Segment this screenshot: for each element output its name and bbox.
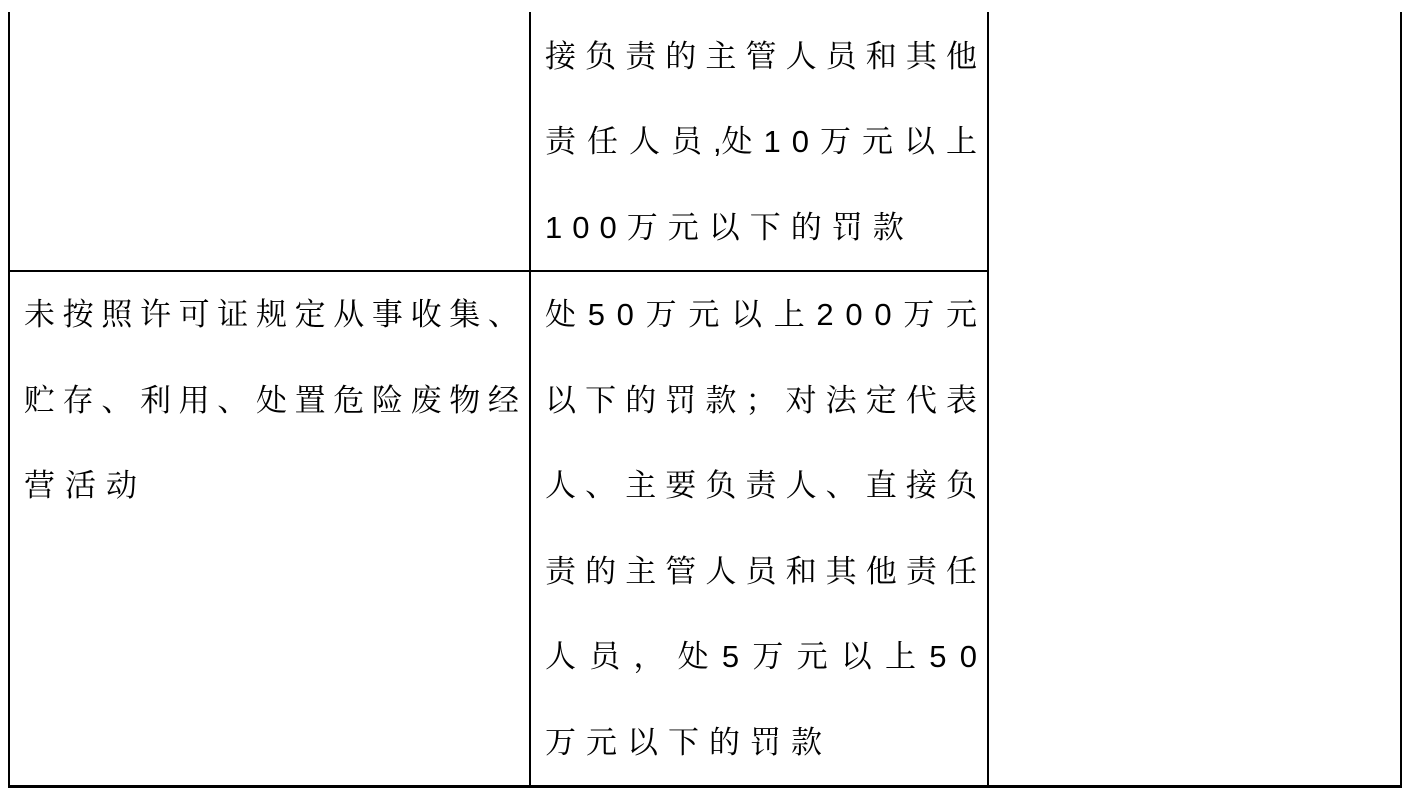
char-token: 责 (545, 124, 576, 159)
char-token: 0 (599, 209, 617, 245)
char-token: 款 (791, 724, 822, 760)
char-token: 万 (545, 724, 576, 760)
char-token: 万 (903, 297, 935, 332)
char-token: 活 (65, 468, 96, 503)
text-line (545, 272, 977, 358)
char-token: 元 (688, 297, 720, 332)
char-token: 危 (333, 382, 365, 418)
char-token: 元 (862, 124, 893, 159)
char-token: ， (633, 639, 665, 674)
char-token: 规 (255, 297, 287, 332)
char-token: 负 (705, 468, 737, 503)
char-token: 处 (545, 297, 576, 332)
char-token: 罚 (831, 209, 863, 245)
char-token: 处 (255, 382, 287, 418)
text-line (545, 185, 977, 271)
char-token: 对 (785, 382, 817, 418)
char-token: 万 (626, 209, 658, 245)
char-token: 款 (705, 382, 737, 418)
char-token: 2 (816, 297, 834, 332)
char-token: 负 (945, 468, 977, 503)
char-token: 代 (905, 382, 937, 418)
char-token: 从 (333, 297, 365, 332)
char-token: 接 (545, 38, 576, 74)
cell-violation-continued-empty (9, 12, 530, 271)
char-token: 元 (796, 639, 828, 674)
char-token: 0 (791, 124, 810, 159)
char-token: 其 (905, 38, 937, 74)
char-token: 0 (845, 297, 863, 332)
char-token: 处 (677, 639, 709, 674)
char-token: 贮 (24, 382, 55, 418)
text-line (545, 700, 977, 786)
char-token: 5 (929, 639, 947, 674)
char-token: 人 (785, 468, 817, 503)
char-token: 0 (572, 209, 590, 245)
char-token: 利 (139, 382, 171, 418)
char-token: 任 (586, 124, 618, 159)
char-token: 款 (872, 209, 904, 245)
char-token: 直 (865, 468, 897, 503)
char-token: 责 (545, 553, 576, 589)
char-token: 责 (905, 553, 937, 589)
char-token: 险 (371, 382, 403, 418)
char-token: 存 (62, 382, 94, 418)
char-token: 、 (825, 468, 857, 503)
text-line (24, 272, 519, 358)
char-token: 任 (945, 553, 977, 589)
char-token: 他 (945, 38, 977, 74)
char-token: 人 (545, 639, 576, 674)
char-token: 用 (178, 382, 210, 418)
char-token: 置 (294, 382, 326, 418)
char-token: 人 (785, 38, 817, 74)
char-token: 责 (745, 468, 777, 503)
char-token: 人 (545, 468, 576, 503)
char-token: 动 (106, 468, 137, 503)
text-line (545, 443, 977, 529)
cell-penalty (530, 271, 988, 787)
char-token: 罚 (750, 724, 781, 760)
char-token: 营 (24, 468, 55, 503)
char-token: 事 (371, 297, 403, 332)
char-token: 照 (101, 297, 133, 332)
table-row-continued (9, 12, 1401, 271)
char-token: 人 (705, 553, 737, 589)
char-token: 许 (139, 297, 171, 332)
char-token: 下 (668, 724, 699, 760)
char-token: 和 (785, 553, 817, 589)
cell-violation (9, 271, 530, 787)
char-token: 主 (625, 468, 657, 503)
char-token: 集 (449, 297, 481, 332)
char-token: 0 (874, 297, 892, 332)
char-token: 和 (865, 38, 897, 74)
char-token: 人 (628, 124, 660, 159)
text-line (545, 614, 977, 700)
char-token: 管 (665, 553, 697, 589)
char-token: 他 (865, 553, 897, 589)
char-token: 的 (625, 382, 657, 418)
char-token: 主 (625, 553, 657, 589)
cell-penalty-continued (530, 12, 988, 271)
char-token: 其 (825, 553, 857, 589)
char-token: 员 (745, 553, 777, 589)
char-token: 主 (705, 38, 737, 74)
char-token: 、 (487, 297, 519, 332)
char-token: 下 (749, 209, 781, 245)
char-token: 、 (585, 468, 617, 503)
char-token: 未 (24, 297, 55, 332)
char-token: 5 (587, 297, 605, 332)
char-token: 负 (585, 38, 617, 74)
char-token: 以 (627, 724, 658, 760)
char-token: 下 (585, 382, 617, 418)
text-line (545, 14, 977, 100)
char-token: 定 (865, 382, 897, 418)
char-token: 经 (487, 382, 519, 418)
char-token: 按 (62, 297, 94, 332)
char-token: 、 (217, 382, 249, 418)
char-token: 的 (665, 38, 697, 74)
char-token: 收 (410, 297, 442, 332)
char-token: 万 (752, 639, 784, 674)
char-token: 以 (545, 382, 576, 418)
text-line (545, 529, 977, 615)
char-token: 0 (616, 297, 634, 332)
char-token: 要 (665, 468, 697, 503)
char-token: 以 (708, 209, 740, 245)
char-token: 以 (731, 297, 763, 332)
char-token: 证 (217, 297, 249, 332)
char-token: 1 (545, 209, 563, 245)
char-token: 员 (670, 124, 702, 159)
char-token: 定 (294, 297, 326, 332)
char-token: 可 (178, 297, 210, 332)
char-token: 管 (745, 38, 777, 74)
char-token: 的 (709, 724, 740, 760)
char-token: 员 (825, 38, 857, 74)
char-token: 责 (625, 38, 657, 74)
char-token: 员 (589, 639, 621, 674)
char-token: 元 (667, 209, 699, 245)
char-token: 上 (773, 297, 805, 332)
char-token: 、 (101, 382, 133, 418)
char-token: 0 (959, 639, 977, 674)
char-token: 接 (905, 468, 937, 503)
char-token: 上 (945, 124, 977, 159)
char-token: 1 (763, 124, 781, 159)
char-token: 万 (820, 124, 852, 159)
text-line (24, 358, 519, 444)
cell-note-empty (988, 12, 1401, 787)
text-line (24, 443, 519, 529)
char-token: 5 (721, 639, 740, 674)
char-token: 表 (945, 382, 977, 418)
char-token: 以 (840, 639, 872, 674)
char-token: 元 (945, 297, 977, 332)
char-token: ； (745, 382, 777, 418)
char-token: 以 (903, 124, 935, 159)
char-token: 废 (410, 382, 442, 418)
char-token: 的 (585, 553, 617, 589)
char-token: 上 (885, 639, 916, 674)
char-token: 元 (586, 724, 617, 760)
char-token: 万 (645, 297, 677, 332)
char-token: ,处 (712, 124, 753, 159)
char-token: 的 (790, 209, 822, 245)
char-token: 物 (449, 382, 481, 418)
penalty-table (8, 12, 1402, 788)
text-line (545, 358, 977, 444)
char-token: 法 (825, 382, 857, 418)
text-line (545, 99, 977, 185)
char-token: 罚 (665, 382, 697, 418)
